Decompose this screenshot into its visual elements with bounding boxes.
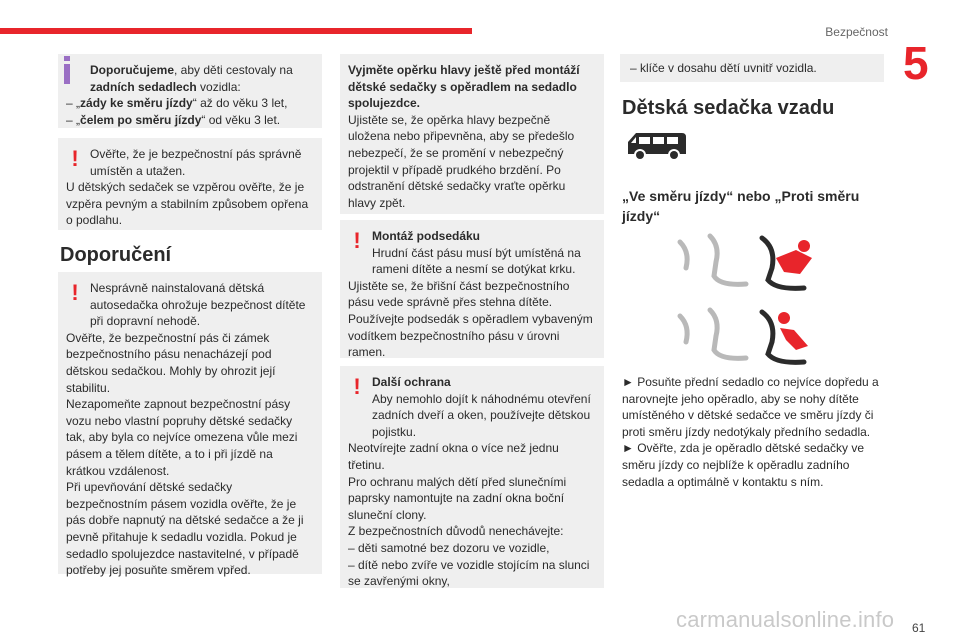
bold-text: Doporučujeme [90,63,175,77]
booster-warning-box [340,220,604,358]
top-accent-bar [0,28,472,34]
instructions [622,374,884,490]
warning-text: Nesprávně nainstalovaná dětská autosedačka ohrožuje bezpečnost dítěte při dopravní nehodě. [90,281,306,329]
additional-protection-box [340,366,604,588]
paragraph: ► Ověřte, zda je opěradlo dětské sedačky ve směru jízdy co nejblíže k opěradlu zadního sedadla a optimálně v kontaktu s ním. [622,441,865,489]
warning-lead [348,374,594,440]
rear-facing-seat-icon [676,232,826,296]
watermark: carmanualsonline.info [676,607,895,632]
text: vozidla: [196,79,241,94]
forward-facing-seat-icon [676,306,826,370]
warning-lead [66,146,312,179]
warning-title: Další ochrana [372,375,451,389]
recommendations-warning-box [58,272,322,578]
keys-box [620,54,884,82]
list-item: – klíče v dosahu dětí uvnitř vozidla. [630,61,817,75]
warning-lead [66,280,312,330]
text: , aby děti cestovaly na [174,63,293,77]
warning-icon: ! [353,228,361,253]
warning-body: U dětských sedaček se vzpěrou ověřte, že je vzpěra pevným a stabilním způsobem opřena o podlahu. [66,180,309,228]
bold-text: zadních sedadlech [90,79,197,94]
paragraph: ► Posuňte přední sedadlo co nejvíce dopředu a narovnejte jeho opěradlo, aby se nohy dítěte umístěného v dětské sedačce ve směru jízdy či proti směru jízdy nedotýkaly předního sedadla. [622,375,879,439]
recommendation-info-box [58,54,322,128]
warning-text: Aby nemohlo dojít k náhodnému otevření zadních dveří a oken, používejte dětskou pojistku. [372,391,591,439]
list-item: – „zády ke směru jízdy“ až do věku 3 let, [66,96,288,111]
section-title: Bezpečnost [825,25,888,39]
belt-warning-box [58,138,322,230]
paragraph: Ujistěte se, že břišní část bezpečnostního pásu vede správně přes stehna dítěte. [348,278,570,310]
warning-text: Hrudní část pásu musí být umístěná na rameni dítěte a nesmí se dotýkat krku. [372,245,581,277]
chapter-number: 5 [903,37,929,89]
heading-recommendations: Doporučení [60,244,172,266]
paragraph: Nezapomeňte zapnout bezpečnostní pásy vozu nebo vlastní popruhy dětské sedačky tak, aby byla co nejvíce omezena vůle mezi pásem a tělem dítěte, a to i při jízdě na krátkou vzdálenost. [66,397,298,478]
page-number: 61 [912,621,926,635]
paragraph: Pro ochranu malých dětí před slunečními paprsky namontujte na zadní okna boční sluneční clony. [348,474,567,522]
paragraph: Z bezpečnostních důvodů nenechávejte: [348,524,564,539]
warning-lead [348,228,594,278]
paragraph: Používejte podsedák s opěradlem vybaveným vodítkem bezpečnostního pásu v úrovni ramen. [348,311,593,360]
paragraph: Při upevňování dětské sedačky bezpečnostním pásem vozidla ověřte, že je pás dobře napnutý na dětské sedačce a že ji pevně přitahuje k sedadlu vozidla. Pokud je sedadlo spolujezdce nastavitelné, v případě potřeby jej posuňte směrem vpřed. [66,480,304,578]
headrest-box [340,54,604,214]
subheading-direction: „Ve směru jízdy“ nebo „Proti směru jízdy“ [622,188,860,224]
warning-icon: ! [71,280,79,305]
warning-text: Ověřte, že je bezpečnostní pás správně umístěn a utažen. [90,147,302,178]
bold-paragraph: Vyjměte opěrku hlavy ještě před montáží dětské sedačky s opěradlem na sedadlo spolujezdce. [348,63,580,111]
info-lead [66,62,312,95]
paragraph: Neotvírejte zadní okna o více než jednu třetinu. [348,441,559,472]
heading-rear-child-seat: Dětská sedačka vzadu [622,97,835,119]
paragraph: Ověřte, že bezpečnostní pás či zámek bezpečnostního pásu nenacházejí pod dětskou sedačkou. Mohly by ohrozit její stabilitu. [66,330,276,395]
list-item: – děti samotné bez dozoru ve vozidle, [348,540,550,555]
warning-icon: ! [353,374,361,399]
warning-icon: ! [71,146,79,171]
paragraph: Ujistěte se, že opěrka hlavy bezpečně uložena nebo připevněna, aby se předešlo nebezpečí, že se promění v nebezpečný projektil v případě prudkého brzdění. Po odstranění dětské sedačky vraťte opěrku hlavy zpět. [348,112,575,210]
list-item: – „čelem po směru jízdy“ od věku 3 let. [66,112,281,127]
warning-title: Montáž podsedáku [372,229,481,243]
van-icon [622,128,690,164]
list-item: – dítě nebo zvíře ve vozidle stojícím na slunci se zavřenými okny, [348,557,590,589]
